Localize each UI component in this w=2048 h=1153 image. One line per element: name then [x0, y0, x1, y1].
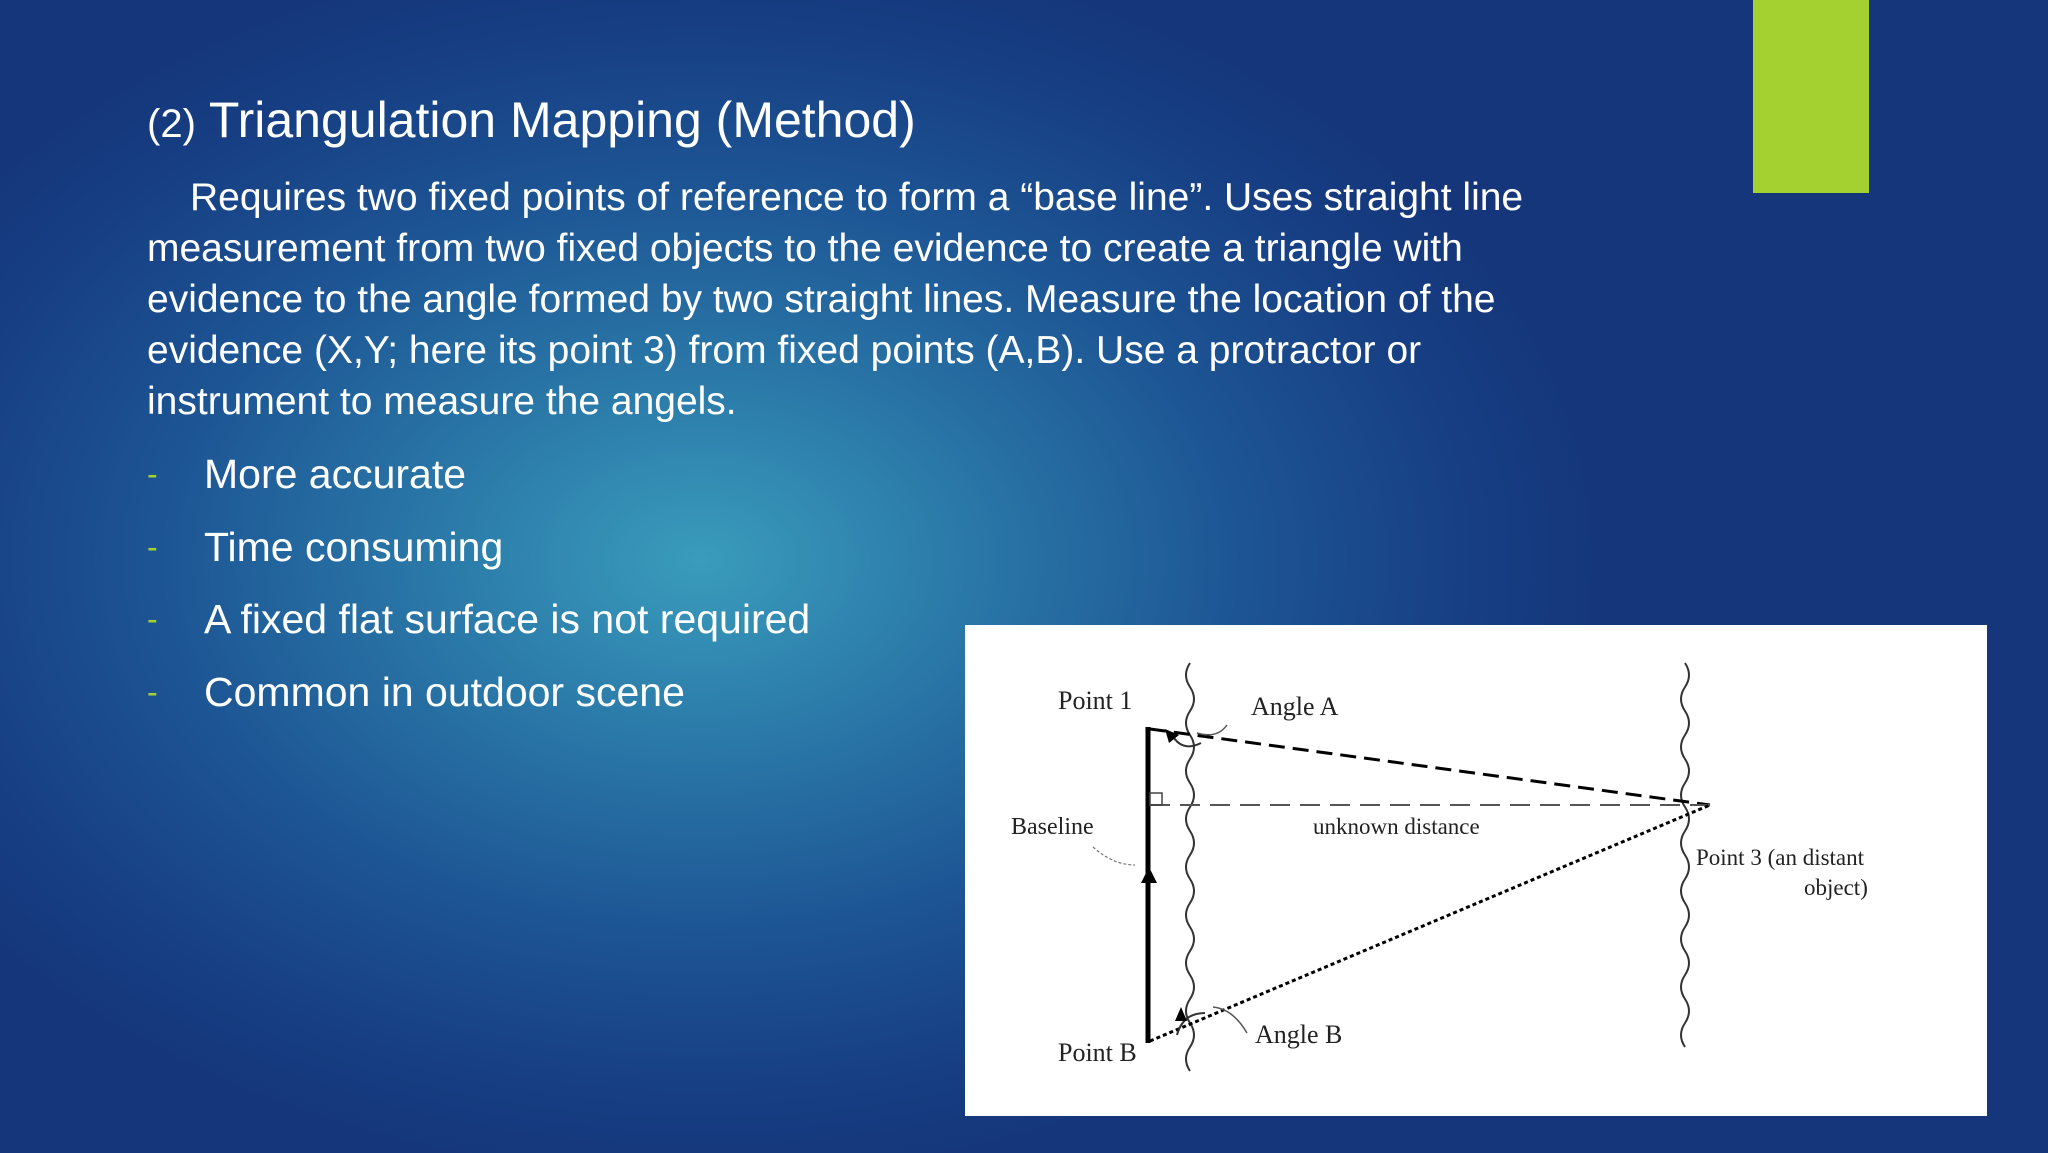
label-point-3-line1: Point 3 (an distant — [1696, 845, 1865, 870]
bullet-text: Time consuming — [204, 523, 504, 570]
body-line: instrument to measure the angels. — [147, 380, 737, 423]
bullet-list — [147, 448, 810, 738]
label-unknown-distance: unknown distance — [1313, 814, 1480, 839]
label-baseline: Baseline — [1011, 814, 1094, 840]
bullet-text: A fixed flat surface is not required — [204, 596, 811, 642]
bullet-item — [147, 666, 810, 739]
bullet-item — [147, 521, 810, 594]
baseline-arrow-icon — [1141, 867, 1157, 883]
label-point-3-line2: object) — [1804, 875, 1868, 900]
sightline-b — [1150, 805, 1710, 1041]
angle-b-pointer — [1213, 1007, 1247, 1033]
bullet-marker: - — [147, 456, 158, 492]
label-angle-b: Angle B — [1255, 1020, 1343, 1049]
body-paragraph — [147, 172, 1707, 427]
left-boundary-line — [1186, 663, 1194, 1071]
bullet-item — [147, 448, 810, 521]
accent-block — [1753, 0, 1869, 193]
label-point-1: Point 1 — [1058, 686, 1133, 715]
bullet-text: Common in outdoor scene — [204, 668, 685, 715]
right-angle-marker — [1150, 793, 1162, 805]
body-line: evidence (X,Y; here its point 3) from fixed points (A,B). Use a protractor or — [147, 329, 1422, 372]
bullet-item — [147, 593, 810, 666]
bullet-marker: - — [147, 673, 158, 710]
diagram-svg — [965, 625, 1987, 1116]
slide-title — [147, 90, 916, 154]
baseline-pointer — [1093, 847, 1135, 865]
bullet-text: More accurate — [204, 451, 467, 497]
body-line: measurement from two fixed objects to the evidence to create a triangle with — [147, 227, 1463, 270]
bullet-marker: - — [147, 528, 158, 565]
sightline-a — [1150, 729, 1710, 805]
bullet-marker: - — [147, 601, 158, 637]
body-line: Requires two fixed points of reference to form a “base line”. Uses straight line — [190, 176, 1524, 219]
triangulation-diagram — [965, 625, 1987, 1116]
label-angle-a: Angle A — [1251, 692, 1339, 721]
right-boundary-line — [1681, 663, 1689, 1047]
title-text: Triangulation Mapping (Method) — [208, 92, 916, 148]
angle-a-pointer — [1197, 725, 1227, 735]
label-point-b: Point B — [1058, 1038, 1137, 1067]
title-number: (2) — [147, 102, 196, 146]
body-line: evidence to the angle formed by two straight lines. Measure the location of the — [147, 278, 1496, 321]
